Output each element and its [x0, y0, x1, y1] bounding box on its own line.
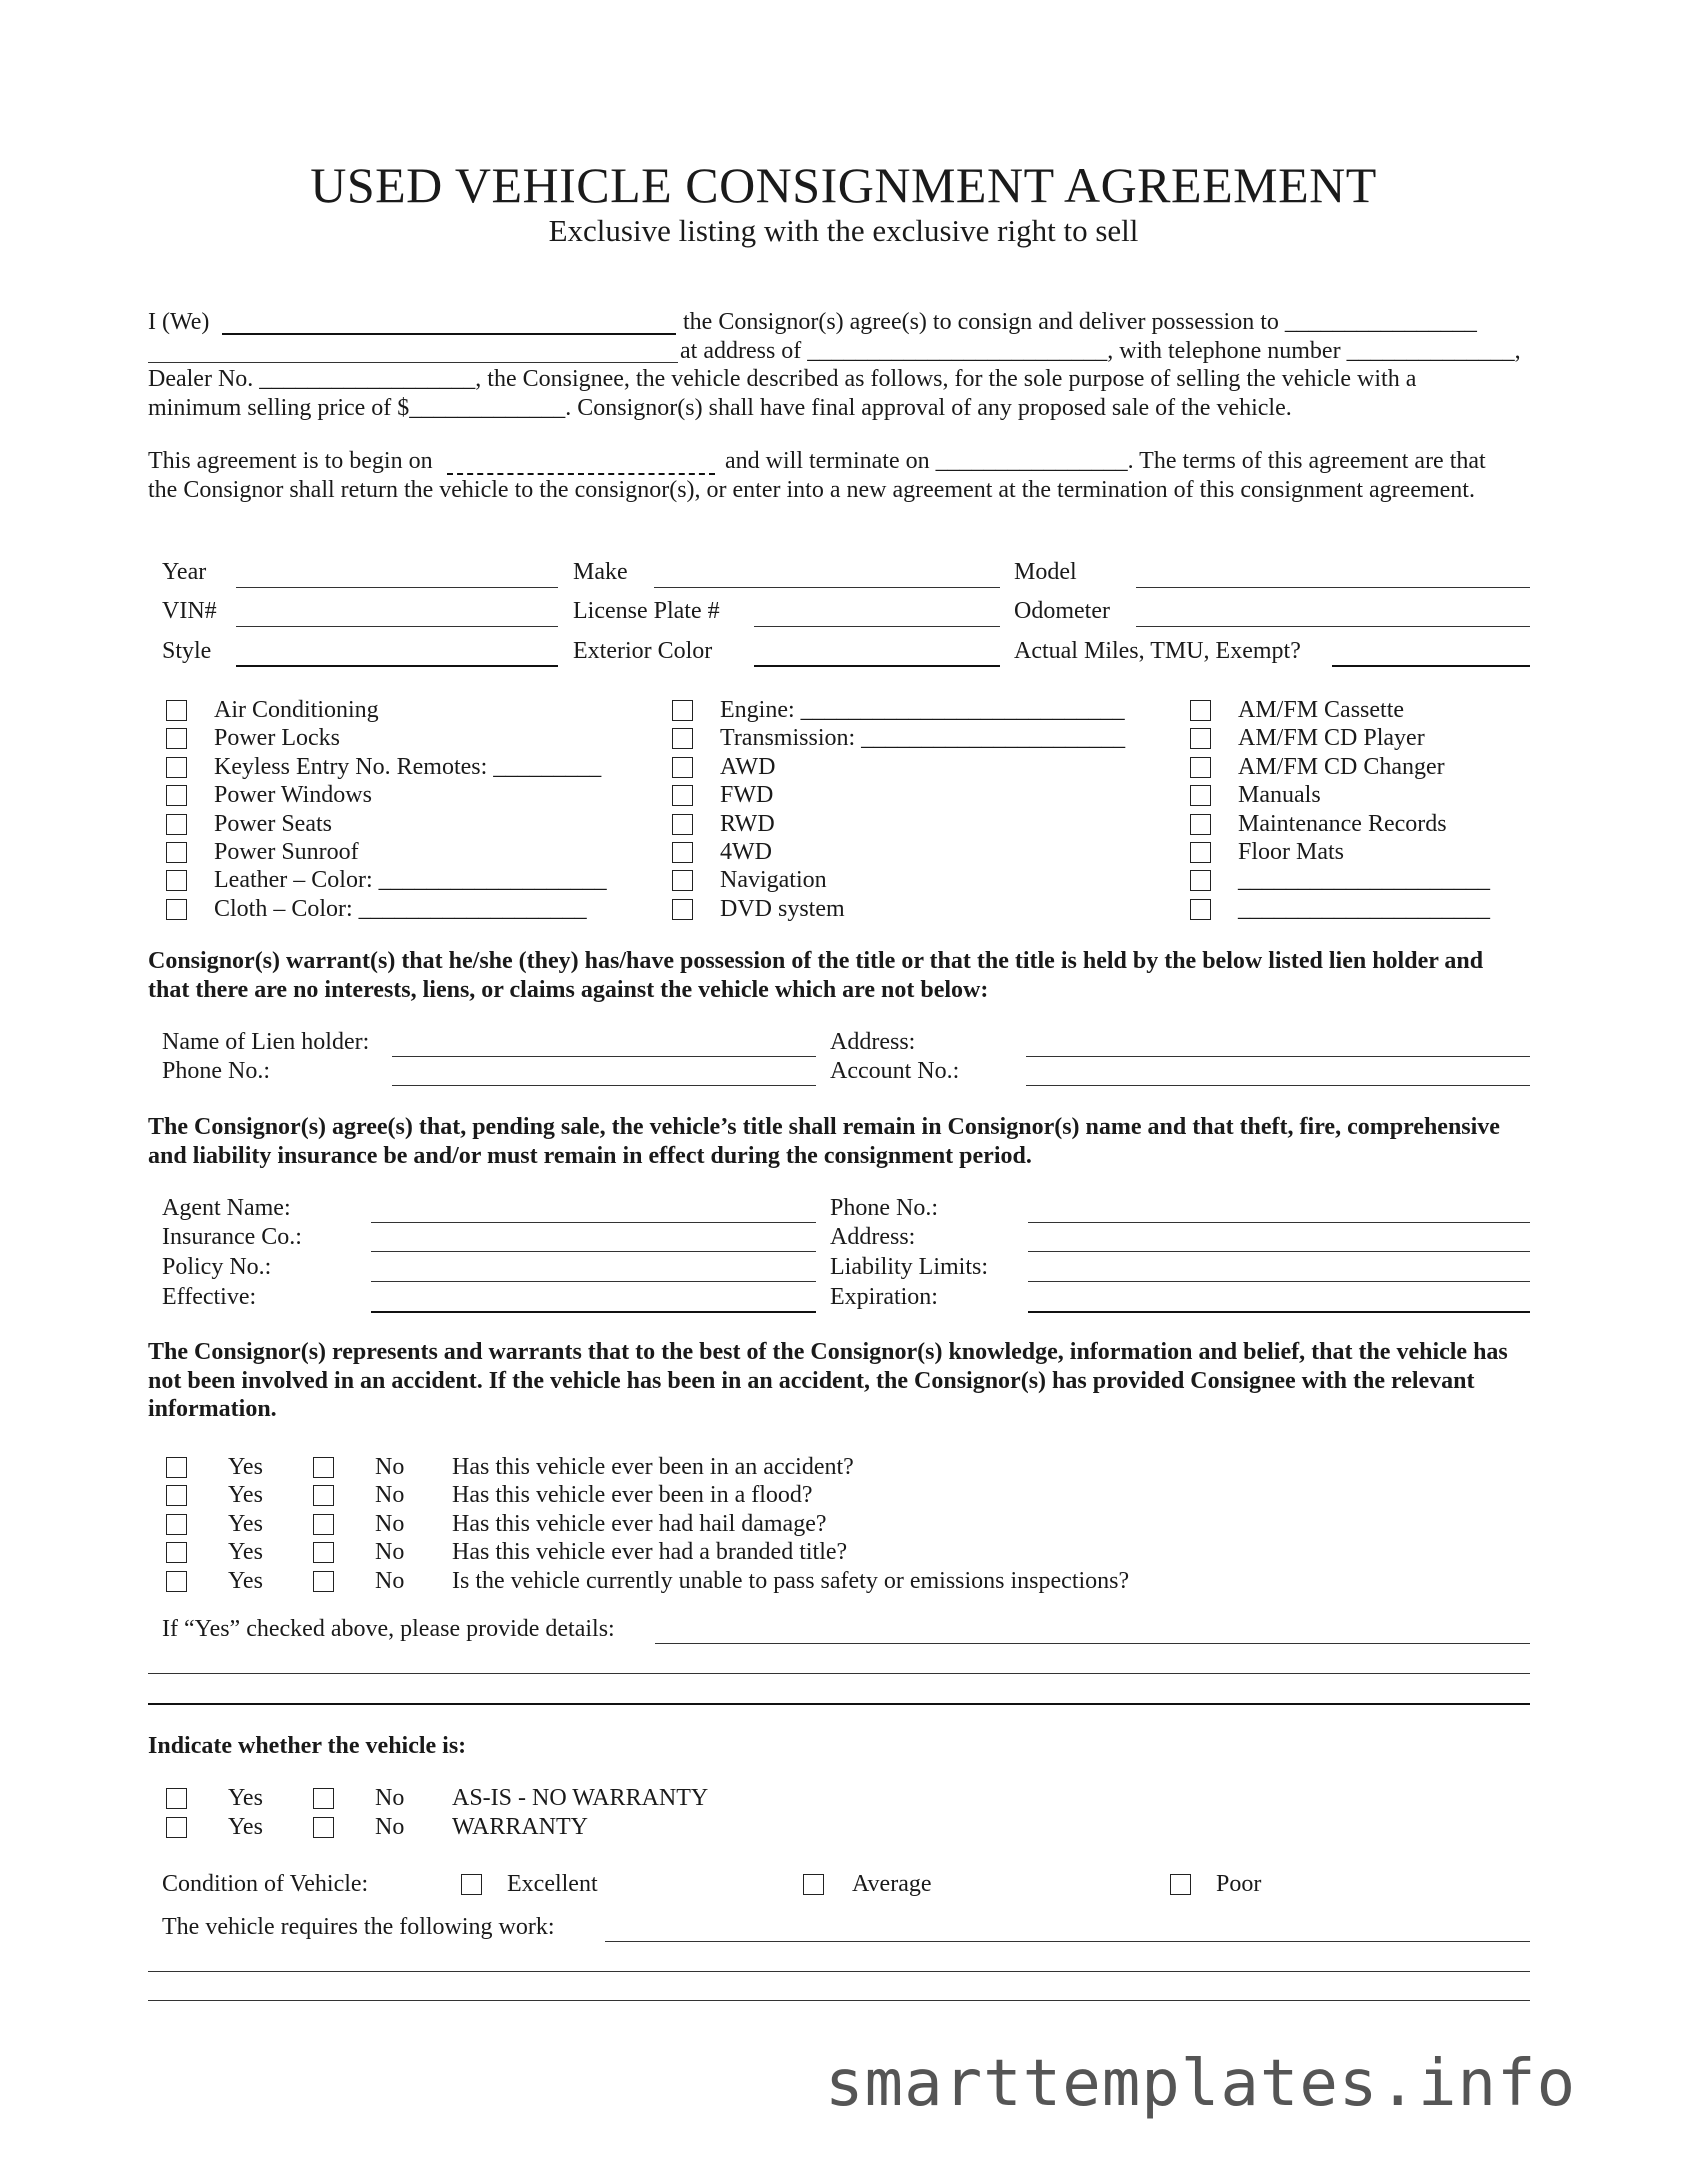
intro-line1-text: the Consignor(s) agree(s) to consign and deliver possession to ________________ [683, 309, 1477, 335]
accident-no-checkbox[interactable] [313, 1485, 334, 1506]
feature-label: Leather – Color: ___________________ [214, 867, 607, 894]
liability-limits-label: Liability Limits: [830, 1254, 988, 1280]
feature-label: Power Locks [214, 725, 340, 752]
accident-yes-label: Yes [228, 1510, 263, 1537]
details-label: If “Yes” checked above, please provide details: [162, 1616, 615, 1642]
accident-no-label: No [375, 1454, 405, 1480]
warranty-heading: Indicate whether the vehicle is: [148, 1733, 467, 1759]
feature-label: FWD [720, 782, 774, 809]
vin-label: VIN# [162, 598, 217, 624]
feature-checkbox[interactable] [1190, 757, 1211, 778]
condition-average-label: Average [852, 1871, 932, 1897]
intro-line2-text: at address of _________________________, with telephone number ______________, [680, 338, 1521, 364]
feature-checkbox[interactable] [166, 814, 187, 835]
work-field-2[interactable] [148, 1971, 1530, 1972]
accident-yes-checkbox[interactable] [166, 1514, 187, 1535]
feature-label: AWD [720, 753, 776, 780]
feature-label: 4WD [720, 839, 772, 865]
policy-number-field[interactable] [371, 1281, 816, 1282]
plate-label: License Plate # [573, 598, 720, 624]
feature-label: RWD [720, 810, 775, 837]
lien-address-label: Address: [830, 1029, 916, 1055]
asis-no-label: No [375, 1785, 405, 1811]
feature-checkbox[interactable] [672, 785, 693, 806]
accident-yes-checkbox[interactable] [166, 1542, 187, 1563]
feature-checkbox[interactable] [672, 870, 693, 891]
feature-label: Cloth – Color: ___________________ [214, 895, 587, 922]
consignee-name-line[interactable] [148, 362, 678, 363]
condition-label: Condition of Vehicle: [162, 1871, 369, 1897]
consignor-name-line[interactable] [222, 333, 676, 335]
work-field-1[interactable] [605, 1941, 1530, 1942]
document-subtitle: Exclusive listing with the exclusive right to sell [548, 213, 1139, 248]
accident-no-checkbox[interactable] [313, 1542, 334, 1563]
expiration-label: Expiration: [830, 1284, 938, 1310]
asis-option-label: AS-IS - NO WARRANTY [452, 1785, 709, 1811]
feature-checkbox[interactable] [1190, 814, 1211, 835]
exterior-color-label: Exterior Color [573, 638, 713, 664]
make-label: Make [573, 559, 628, 585]
feature-label: _____________________ [1238, 895, 1490, 922]
warranty-option-label: WARRANTY [452, 1814, 588, 1840]
agent-phone-label: Phone No.: [830, 1195, 938, 1221]
accident-no-checkbox[interactable] [313, 1457, 334, 1478]
condition-poor-checkbox[interactable] [1170, 1874, 1191, 1895]
warranty-yes-checkbox[interactable] [166, 1817, 187, 1838]
lien-phone-field[interactable] [392, 1085, 816, 1086]
accident-yes-checkbox[interactable] [166, 1571, 187, 1592]
accident-no-checkbox[interactable] [313, 1514, 334, 1535]
details-field-3[interactable] [148, 1703, 1530, 1705]
watermark-text: smarttemplates.info [825, 2047, 1577, 2121]
term-line2-text: the Consignor shall return the vehicle to the consignor(s), or enter into a new agreement at the termination of this consignment agreement. [148, 477, 1475, 503]
lien-warrant-statement: Consignor(s) warrant(s) that he/she (they) has/have possession of the title or that the title is held by the below listed lien holder and that there are no interests, liens, or claims against the vehicle which are not below: [148, 948, 1484, 1003]
feature-label: Floor Mats [1238, 839, 1345, 865]
feature-label: Maintenance Records [1238, 810, 1447, 837]
feature-label: AM/FM Cassette [1238, 697, 1405, 723]
feature-label: Manuals [1238, 782, 1321, 809]
policy-number-label: Policy No.: [162, 1254, 272, 1280]
liability-limits-field[interactable] [1028, 1281, 1530, 1282]
feature-label: Power Windows [214, 782, 372, 809]
accident-question: Has this vehicle ever been in a flood? [452, 1482, 813, 1509]
insurance-company-label: Insurance Co.: [162, 1224, 302, 1250]
feature-label: Keyless Entry No. Remotes: _________ [214, 753, 602, 780]
begin-date-line[interactable] [447, 473, 715, 475]
agent-name-label: Agent Name: [162, 1195, 291, 1221]
feature-checkbox[interactable] [672, 700, 693, 721]
accident-no-label: No [375, 1510, 405, 1537]
insurance-company-field[interactable] [371, 1251, 816, 1252]
feature-checkbox[interactable] [1190, 870, 1211, 891]
odometer-field[interactable] [1136, 626, 1530, 627]
feature-label: Power Seats [214, 810, 332, 837]
accident-no-label: No [375, 1482, 405, 1509]
feature-label: AM/FM CD Changer [1238, 753, 1445, 780]
feature-label: Transmission: ______________________ [720, 725, 1126, 752]
insurance-statement: The Consignor(s) agree(s) that, pending sale, the vehicle’s title shall remain in Consignor(s) name and that theft, fire, comprehensive and liability insurance be and/or must remain in effect during the consignment period. [148, 1114, 1500, 1169]
feature-label: Engine: ___________________________ [720, 697, 1125, 723]
feature-checkbox[interactable] [1190, 842, 1211, 863]
feature-checkbox[interactable] [672, 814, 693, 835]
lien-phone-label: Phone No.: [162, 1058, 270, 1084]
feature-checkbox[interactable] [672, 842, 693, 863]
accident-statement: The Consignor(s) represents and warrants that to the best of the Consignor(s) knowledge, information and belief, that the vehicle has not been involved in an accident. If the vehicle has been in an accident, the Consignor(s) has provided Consignee with the relevant information. [148, 1339, 1508, 1422]
accident-question: Has this vehicle ever had a branded title? [452, 1539, 848, 1566]
insurance-address-label: Address: [830, 1224, 916, 1250]
warranty-yes-label: Yes [228, 1814, 263, 1840]
asis-no-checkbox[interactable] [313, 1788, 334, 1809]
feature-checkbox[interactable] [166, 785, 187, 806]
feature-label: Air Conditioning [214, 697, 379, 723]
feature-checkbox[interactable] [166, 899, 187, 920]
plate-field[interactable] [754, 626, 1000, 627]
accident-no-label: No [375, 1567, 405, 1594]
odometer-label: Odometer [1014, 598, 1110, 624]
feature-label: DVD system [720, 895, 845, 922]
accident-question: Is the vehicle currently unable to pass safety or emissions inspections? [452, 1567, 1130, 1594]
work-label: The vehicle requires the following work: [162, 1914, 555, 1940]
feature-checkbox[interactable] [1190, 785, 1211, 806]
details-field-2[interactable] [148, 1673, 1530, 1674]
intro-line4-text: minimum selling price of $_____________. Consignor(s) shall have final approval of any proposed sale of the vehicle. [148, 395, 1292, 421]
lien-address-field[interactable] [1026, 1056, 1530, 1057]
expiration-field[interactable] [1028, 1311, 1530, 1313]
accident-question: Has this vehicle ever been in an accident? [452, 1454, 854, 1480]
feature-checkbox[interactable] [166, 728, 187, 749]
term-line1-label: This agreement is to begin on [148, 448, 433, 474]
work-field-3[interactable] [148, 2000, 1530, 2001]
feature-checkbox[interactable] [166, 700, 187, 721]
year-label: Year [162, 559, 207, 585]
feature-checkbox[interactable] [166, 870, 187, 891]
feature-checkbox[interactable] [166, 842, 187, 863]
make-field[interactable] [654, 587, 1000, 588]
year-field[interactable] [236, 587, 558, 588]
warranty-no-label: No [375, 1814, 405, 1840]
feature-label: Power Sunroof [214, 839, 359, 865]
condition-average-checkbox[interactable] [803, 1874, 824, 1895]
document-title: USED VEHICLE CONSIGNMENT AGREEMENT [310, 157, 1377, 213]
feature-checkbox[interactable] [672, 728, 693, 749]
effective-label: Effective: [162, 1284, 257, 1310]
feature-checkbox[interactable] [1190, 700, 1211, 721]
exterior-color-field[interactable] [754, 665, 1000, 667]
actual-miles-field[interactable] [1332, 665, 1530, 667]
accident-yes-label: Yes [228, 1454, 263, 1480]
feature-checkbox[interactable] [1190, 899, 1211, 920]
feature-label: Navigation [720, 867, 827, 894]
effective-field[interactable] [371, 1311, 816, 1313]
lien-account-label: Account No.: [830, 1058, 960, 1084]
condition-excellent-checkbox[interactable] [461, 1874, 482, 1895]
model-field[interactable] [1136, 587, 1530, 588]
accident-question: Has this vehicle ever had hail damage? [452, 1510, 827, 1537]
accident-yes-label: Yes [228, 1539, 263, 1566]
accident-no-checkbox[interactable] [313, 1571, 334, 1592]
condition-poor-label: Poor [1216, 1871, 1262, 1897]
style-field[interactable] [236, 665, 558, 667]
accident-yes-label: Yes [228, 1567, 263, 1594]
condition-excellent-label: Excellent [507, 1871, 598, 1897]
feature-checkbox[interactable] [672, 899, 693, 920]
feature-label: AM/FM CD Player [1238, 725, 1425, 752]
feature-checkbox[interactable] [672, 757, 693, 778]
accident-no-label: No [375, 1539, 405, 1566]
asis-yes-checkbox[interactable] [166, 1788, 187, 1809]
actual-miles-label: Actual Miles, TMU, Exempt? [1014, 638, 1301, 664]
warranty-no-checkbox[interactable] [313, 1817, 334, 1838]
accident-yes-checkbox[interactable] [166, 1457, 187, 1478]
accident-yes-checkbox[interactable] [166, 1485, 187, 1506]
intro-line3-text: Dealer No. __________________, the Consignee, the vehicle described as follows, for the sole purpose of selling the vehicle with a [148, 366, 1417, 392]
accident-yes-label: Yes [228, 1482, 263, 1509]
vin-field[interactable] [236, 626, 558, 627]
agent-name-field[interactable] [371, 1222, 816, 1223]
term-line1-text: and will terminate on ________________. The terms of this agreement are that [725, 448, 1486, 474]
lien-holder-name-field[interactable] [392, 1056, 816, 1057]
feature-checkbox[interactable] [1190, 728, 1211, 749]
feature-checkbox[interactable] [166, 757, 187, 778]
model-label: Model [1014, 559, 1077, 585]
style-label: Style [162, 638, 212, 664]
feature-label: _____________________ [1238, 867, 1490, 894]
agent-phone-field[interactable] [1028, 1222, 1530, 1223]
lien-holder-name-label: Name of Lien holder: [162, 1029, 370, 1055]
asis-yes-label: Yes [228, 1785, 263, 1811]
intro-line1-label: I (We) [148, 309, 210, 335]
lien-account-field[interactable] [1026, 1085, 1530, 1086]
details-field-1[interactable] [655, 1643, 1530, 1644]
insurance-address-field[interactable] [1028, 1251, 1530, 1252]
